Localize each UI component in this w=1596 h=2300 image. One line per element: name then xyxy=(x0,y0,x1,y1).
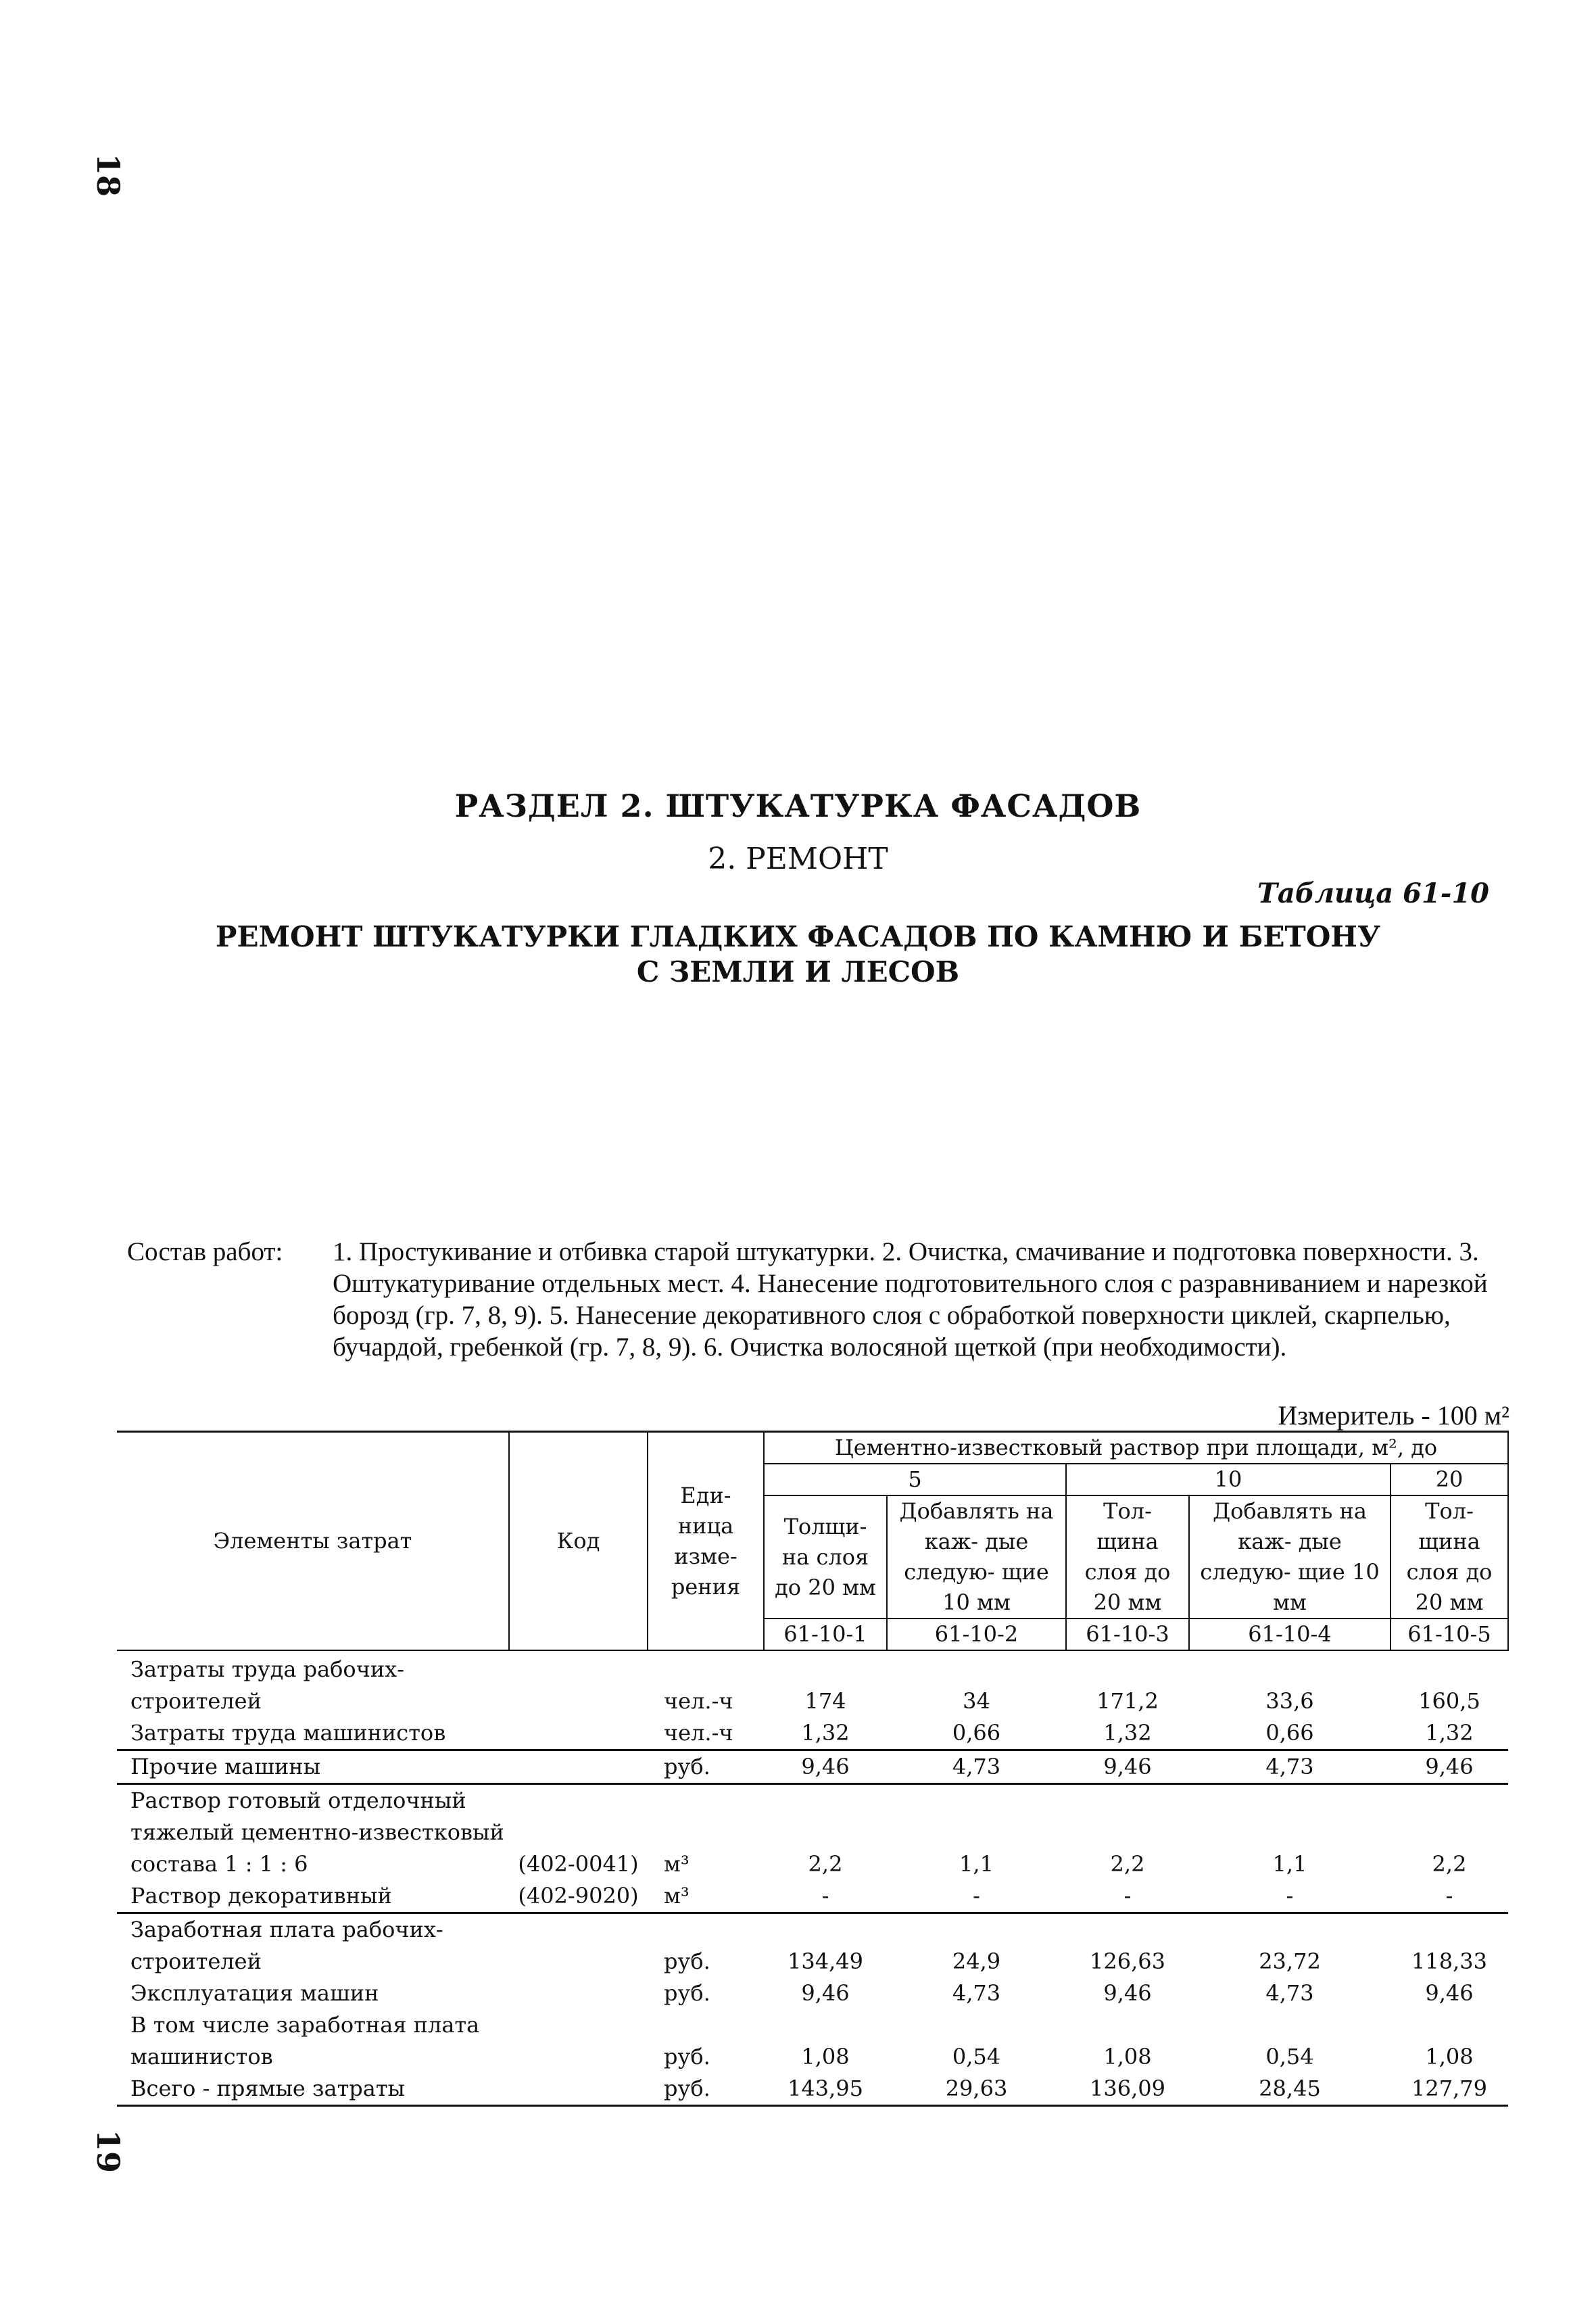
header-code-number: 61-10-1 xyxy=(764,1619,887,1650)
cell-value: 0,54 xyxy=(1265,2044,1314,2069)
cell-name: Заработная плата рабочих-строителей xyxy=(130,1917,443,1974)
cell-value: 174 xyxy=(804,1688,846,1714)
cell-name: Раствор готовый отделочный тяжелый цементно-известковый состава 1 : 1 : 6 xyxy=(130,1788,504,1877)
table-row xyxy=(117,1913,1508,1978)
subsection-title: 2. РЕМОНТ xyxy=(708,842,888,876)
cell-value: 2,2 xyxy=(1110,1851,1145,1877)
cell-code xyxy=(509,1913,648,1978)
header-code-number: 61-10-4 xyxy=(1189,1619,1391,1650)
cell-name: Прочие машины xyxy=(117,1750,509,1784)
measure-unit: Измеритель - 100 м² xyxy=(1278,1400,1509,1431)
cell-code: (402-9020) xyxy=(509,1880,648,1913)
header-area: 20 xyxy=(1391,1464,1508,1495)
cell-value: 1,1 xyxy=(959,1851,994,1877)
cell-unit: руб. xyxy=(664,2044,710,2069)
cell-name: Эксплуатация машин xyxy=(130,1980,379,2006)
cell-value: - xyxy=(887,1880,1066,1913)
table-row xyxy=(117,1880,1508,1913)
cell-code xyxy=(509,1978,648,2009)
cell-unit: руб. xyxy=(664,1948,710,1974)
cell-value: 1,08 xyxy=(1103,2044,1152,2069)
cell-value: 4,73 xyxy=(952,1980,1001,2006)
cell-value: 0,54 xyxy=(952,2044,1001,2069)
header-code: Код xyxy=(509,1432,648,1651)
table-row xyxy=(117,1978,1508,2009)
header-sub: Толщи- на слоя до 20 мм xyxy=(764,1495,887,1619)
page-number-top: 18 xyxy=(90,153,127,197)
header-unit: Еди- ница изме- рения xyxy=(648,1432,764,1651)
table-number: Таблица 61-10 xyxy=(1257,878,1489,909)
cell-value: 24,9 xyxy=(952,1948,1001,1974)
table-row xyxy=(117,2073,1508,2106)
header-code-number: 61-10-5 xyxy=(1391,1619,1508,1650)
cell-value: 4,73 xyxy=(1265,1980,1314,2006)
header-sub: Добавлять на каж- дые следую- щие 10 мм xyxy=(887,1495,1066,1619)
cell-unit: м³ xyxy=(648,1880,764,1913)
cell-value: 1,08 xyxy=(801,2044,850,2069)
cell-value: 2,2 xyxy=(808,1851,843,1877)
cell-value: 143,95 xyxy=(764,2073,887,2106)
header-sub: Добавлять на каж- дые следую- щие 10 мм xyxy=(1189,1495,1391,1619)
cell-unit: чел.-ч xyxy=(648,1717,764,1750)
cell-value: 118,33 xyxy=(1411,1948,1487,1974)
header-elements: Элементы затрат xyxy=(117,1432,509,1651)
cell-unit: руб. xyxy=(648,1750,764,1784)
cell-name: Раствор декоративный xyxy=(117,1880,509,1913)
cell-value: 136,09 xyxy=(1066,2073,1189,2106)
work-composition-label: Состав работ: xyxy=(127,1237,283,1266)
cell-value: 127,79 xyxy=(1391,2073,1508,2106)
cell-value: 1,08 xyxy=(1425,2044,1474,2069)
cell-code xyxy=(509,2009,648,2073)
cell-value: 160,5 xyxy=(1418,1688,1480,1714)
header-area: 5 xyxy=(764,1464,1066,1495)
cell-value: 9,46 xyxy=(1066,1750,1189,1784)
cell-unit: руб. xyxy=(648,2073,764,2106)
header-group: Цементно-известковый раствор при площади, м², до xyxy=(764,1432,1508,1464)
cell-value: - xyxy=(764,1880,887,1913)
cell-value: 134,49 xyxy=(788,1948,863,1974)
cell-code: (402-0041) xyxy=(518,1851,639,1877)
cell-value: 1,32 xyxy=(1391,1717,1508,1750)
cell-code xyxy=(509,1717,648,1750)
cell-name: Всего - прямые затраты xyxy=(117,2073,509,2106)
cell-value: - xyxy=(1066,1880,1189,1913)
cell-value: 29,63 xyxy=(887,2073,1066,2106)
cell-value: 9,46 xyxy=(801,1980,850,2006)
cell-unit: чел.-ч xyxy=(664,1688,733,1714)
cell-name: Затраты труда рабочих-строителей xyxy=(130,1656,405,1714)
table-row xyxy=(117,1717,1508,1750)
cost-table xyxy=(117,1431,1509,2107)
header-code-number: 61-10-2 xyxy=(887,1619,1066,1650)
cell-unit: м³ xyxy=(664,1851,690,1877)
header-sub: Тол- щина слоя до 20 мм xyxy=(1066,1495,1189,1619)
cell-value: 1,32 xyxy=(1066,1717,1189,1750)
cell-value: - xyxy=(1391,1880,1508,1913)
cell-value: 4,73 xyxy=(887,1750,1066,1784)
cell-value: 23,72 xyxy=(1259,1948,1321,1974)
cell-value: 0,66 xyxy=(1189,1717,1391,1750)
cell-value: 1,1 xyxy=(1272,1851,1307,1877)
cell-value: 1,32 xyxy=(764,1717,887,1750)
cell-value: 0,66 xyxy=(887,1717,1066,1750)
table-row xyxy=(117,1784,1508,1881)
table-row xyxy=(117,1650,1508,1717)
header-code-number: 61-10-3 xyxy=(1066,1619,1189,1650)
cell-value: 9,46 xyxy=(1391,1750,1508,1784)
section-title: РАЗДЕЛ 2. ШТУКАТУРКА ФАСАДОВ xyxy=(454,788,1142,824)
cell-value: 34 xyxy=(963,1688,990,1714)
cell-value: 126,63 xyxy=(1090,1948,1165,1974)
cell-value: 4,73 xyxy=(1189,1750,1391,1784)
cell-value: 9,46 xyxy=(1425,1980,1474,2006)
cell-value: - xyxy=(1189,1880,1391,1913)
work-composition-text: 1. Простукивание и отбивка старой штукатурки. 2. Очистка, смачивание и подготовка поверхности. 3. Оштукатуривание отдельных мест. 4. Нанесение подготовительного слоя с разравниванием и нарезкой борозд (гр. 7, 8, 9). 5. Нанесение декоративного слоя с обработкой поверхности циклей, скарпелью, бучардой, гребенкой (гр. 7, 8, 9). 6. Очистка волосяной щеткой (при необходимости). xyxy=(333,1237,1488,1362)
cell-unit: руб. xyxy=(664,1980,710,2006)
cell-value: 9,46 xyxy=(764,1750,887,1784)
table-row xyxy=(117,1750,1508,1784)
cell-code xyxy=(509,2073,648,2106)
cell-value: 2,2 xyxy=(1432,1851,1467,1877)
cell-name: В том числе заработная плата машинистов xyxy=(130,2012,480,2069)
page-number-bottom: 19 xyxy=(90,2129,127,2174)
cell-name: Затраты труда машинистов xyxy=(117,1717,509,1750)
table-title-line-2: С ЗЕМЛИ И ЛЕСОВ xyxy=(636,955,960,988)
table-row xyxy=(117,2009,1508,2073)
table-header xyxy=(117,1432,1508,1651)
table-title xyxy=(0,919,1596,990)
cell-value: 33,6 xyxy=(1265,1688,1314,1714)
header-area: 10 xyxy=(1066,1464,1391,1495)
table-title-line-1: РЕМОНТ ШТУКАТУРКИ ГЛАДКИХ ФАСАДОВ ПО КАМНЮ И БЕТОНУ xyxy=(215,920,1381,953)
header-sub: Тол- щина слоя до 20 мм xyxy=(1391,1495,1508,1619)
cell-value: 9,46 xyxy=(1103,1980,1152,2006)
cell-code xyxy=(509,1750,648,1784)
cell-code xyxy=(509,1650,648,1717)
cell-value: 28,45 xyxy=(1189,2073,1391,2106)
cell-value: 171,2 xyxy=(1096,1688,1159,1714)
